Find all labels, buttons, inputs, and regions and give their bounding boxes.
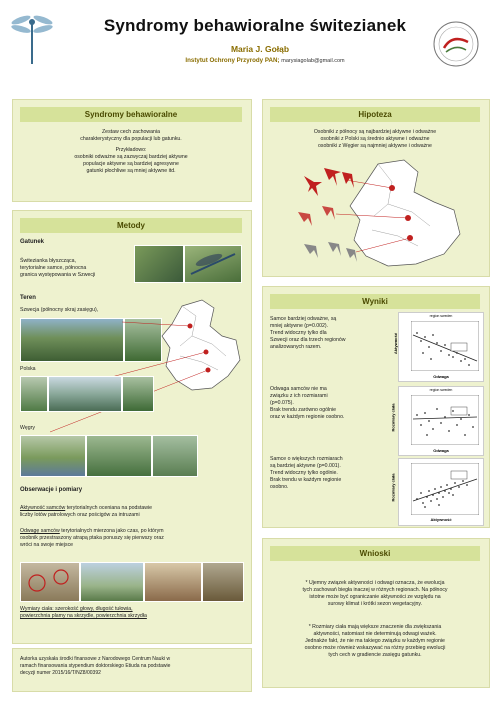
wnioski-p2-line2: aktywności, natomiast nie determinują odwagi ważek. [313, 631, 437, 637]
wyniki-result2 [270, 386, 398, 421]
funding-line1: Autorka uzyskała środki finansowe z Narodowego Centrum Nauki w [20, 656, 171, 662]
funding-line3: decyzji numer 2015/16/T/NZ8/00392 [20, 670, 101, 676]
wegry-label: Węgry [20, 425, 35, 431]
polska-label: Polska [20, 366, 36, 372]
wegry-photo-1 [20, 435, 86, 477]
polska-photo-2 [48, 376, 122, 412]
chart1-trendline [413, 335, 477, 361]
gatunek-label: Gatunek [20, 239, 45, 245]
wymiary-text [20, 606, 245, 620]
chart1-xlabel: Odwaga [433, 374, 449, 379]
measure-photo-2 [80, 562, 144, 602]
gatunek-line2: terytorialne samce, północna [20, 265, 87, 271]
author-name: Maria J. Gołąb [230, 44, 290, 54]
aktywnosc-line2: liczby lotów patrolowych oraz pościgów za intruzami [20, 512, 140, 518]
funding-line2: ramach finansowania stypendium doktorskiego Etiuda na podstawie [20, 663, 171, 669]
wymiary-line2: powierzchnia plamy na skrzydle, powierzchnia skrzydła [20, 613, 147, 619]
hipoteza-map [284, 158, 474, 270]
r3-line1: Samce o większych rozmiarach [270, 456, 343, 462]
syndromy-line1: Zestaw cech zachowania [102, 129, 160, 135]
scatter-chart-1 [393, 312, 484, 382]
wymiary-line1: Wymiary ciała: szerokość głowy, długość tułowia, [20, 606, 133, 612]
aktywnosc-rest: terytorialnych oceniana na podstawie [65, 505, 153, 511]
poster-title: Syndromy behawioralne świtezianek [103, 16, 407, 35]
syndromy-heading: Syndromy behawioralne [20, 107, 242, 122]
wnioski-p1-line4: surowy klimat i krótki sezon wegetacyjny. [327, 601, 423, 607]
r1-line3: Trend widoczny tylko dla [270, 330, 327, 336]
r2-line1: Odwaga samców nie ma [270, 386, 327, 392]
chart2-plot [411, 395, 479, 445]
chart2-xlabel: Odwaga [433, 448, 449, 453]
aktywnosc-underline: Aktywność samców [20, 505, 66, 511]
chart1-title: region sweden [429, 314, 453, 318]
r3-line3: Trend widoczny tylko ogólnie. [270, 470, 338, 476]
wnioski-p2-line4: osobno może również wskazywać na różny przebieg ewolucji [304, 645, 446, 651]
r1-line4: Szwecji oraz dla trzech regionów [270, 337, 346, 343]
r1-line1: Samce bardziej odważne, są [270, 316, 337, 322]
wnioski-p1-line2: tych zachowań biegła inaczej w różnych regionach. Na północy [302, 587, 448, 593]
scatter-chart-3 [390, 458, 484, 526]
r1-line2: mniej aktywne (p=0.002). [270, 323, 329, 329]
odwaga-rest: terytorialnych mierzona jako czas, po którym [59, 528, 164, 534]
wyniki-result1 [270, 316, 398, 351]
aktywnosc-text [20, 505, 245, 519]
scatter-chart-2 [390, 386, 484, 456]
dragonfly-grey-icons [304, 242, 357, 262]
institute-name: Instytut Ochrony Przyrody PAN; [185, 57, 280, 64]
wnioski-p1-line1: * Ujemny związek aktywności i odwagi oznacza, że ewolucja [305, 580, 445, 586]
r2-line3: (p=0.075). [270, 400, 294, 406]
wyniki-heading: Wyniki [270, 294, 480, 309]
r1-line5: analizowanych razem. [270, 344, 322, 350]
measure-photo-4 [202, 562, 244, 602]
szwecja-label: Szwecja (północny skraj zasięgu), [20, 307, 99, 313]
polska-photo-3 [122, 376, 154, 412]
odwaga-text [20, 528, 245, 549]
wnioski-p2-line5: tych cech w gradiencie zasięgu gatunku. [328, 652, 422, 658]
odwaga-underline: Odwagę samców [20, 528, 60, 534]
syndromy-ex2: populacje aktywne są bardziej agresywne [83, 161, 179, 167]
wnioski-p2 [270, 624, 480, 659]
chart1-legend-box [451, 343, 467, 351]
teren-label: Teren [20, 295, 36, 301]
r3-line5: osobno. [270, 484, 289, 490]
measure-photo-3 [144, 562, 202, 602]
chart3-plot [411, 463, 479, 515]
syndromy-ex1: osobniki odważne są zazwyczaj bardziej aktywne [74, 154, 188, 160]
wegry-photo-2 [86, 435, 152, 477]
wnioski-p2-line3: Jednakże fakt, że nie ma takiego związku w każdym regionie [305, 638, 445, 644]
wyniki-result3 [270, 456, 398, 491]
metody-heading: Metody [20, 218, 242, 233]
dragonfly-red-icons [304, 168, 354, 196]
gatunek-line3: granica występowania w Szwecji [20, 272, 96, 278]
odwaga-line3: wróci na swoje miejsce [20, 542, 74, 548]
syndromy-ex3: gatunki płochliwe są mniej aktywne itd. [86, 168, 176, 174]
dragonfly-mid-icons [298, 206, 335, 226]
chart3-points [416, 480, 468, 508]
chart1-ylabel: Aktywność [393, 332, 399, 355]
hipoteza-heading: Hipoteza [270, 107, 480, 122]
chart3-trendline [413, 479, 477, 501]
author-email: marysiagolab@gmail.com [281, 58, 345, 64]
measure-photo-1 [20, 562, 80, 602]
r3-line2: są bardziej aktywne (p=0.001). [270, 463, 341, 469]
chart2-ylabel: Rozmiary ciała [390, 403, 396, 432]
obserwacje-label: Obserwacje i pomiary [20, 487, 83, 493]
hipoteza-text [270, 129, 480, 150]
wnioski-p2-line1: * Rozmiary ciała mają większe znaczenie dla zwiększania [308, 624, 442, 630]
chart1-plot [411, 321, 479, 371]
r2-line2: związku z ich rozmiarami [270, 393, 328, 399]
hipoteza-line1: Osobniki z północy są najbardziej aktywne i odważne [313, 129, 437, 135]
syndromy-line2: charakterystyczny dla populacji lub gatunku. [80, 136, 182, 142]
r2-line4: Brak trendu zarówno ogólnie [270, 407, 337, 413]
r3-line4: Brak trendu w każdym regionie [270, 477, 342, 483]
polska-photo-1 [20, 376, 48, 412]
chart2-title: region sweden [429, 388, 453, 392]
wegry-photo-3 [152, 435, 198, 477]
hipoteza-line3: osobniki z Węgier są najmniej aktywne i odważne [318, 143, 432, 149]
chart3-ylabel: Rozmiary ciała [390, 473, 396, 502]
chart3-legend-box [451, 471, 467, 479]
gatunek-line1: Świtezianka błyszcząca, [20, 258, 76, 264]
hipoteza-line2: osobniki z Polski są średnio aktywne i odważne [320, 136, 430, 142]
syndromy-example-label: Przykładowo: [115, 147, 147, 153]
funding-text [20, 656, 244, 677]
odwaga-line2: osobnik przestraszony atrapą ptaka ponuszy się pierwszy oraz [20, 535, 164, 541]
wnioski-heading: Wnioski [270, 546, 480, 561]
wnioski-p1 [270, 580, 480, 608]
chart3-xlabel: Aktywność [430, 517, 452, 522]
wnioski-p1-line3: istotne może być ograniczanie aktywności ze względu na [309, 594, 441, 600]
r2-line5: oraz w każdym regionie osobno. [270, 414, 345, 420]
